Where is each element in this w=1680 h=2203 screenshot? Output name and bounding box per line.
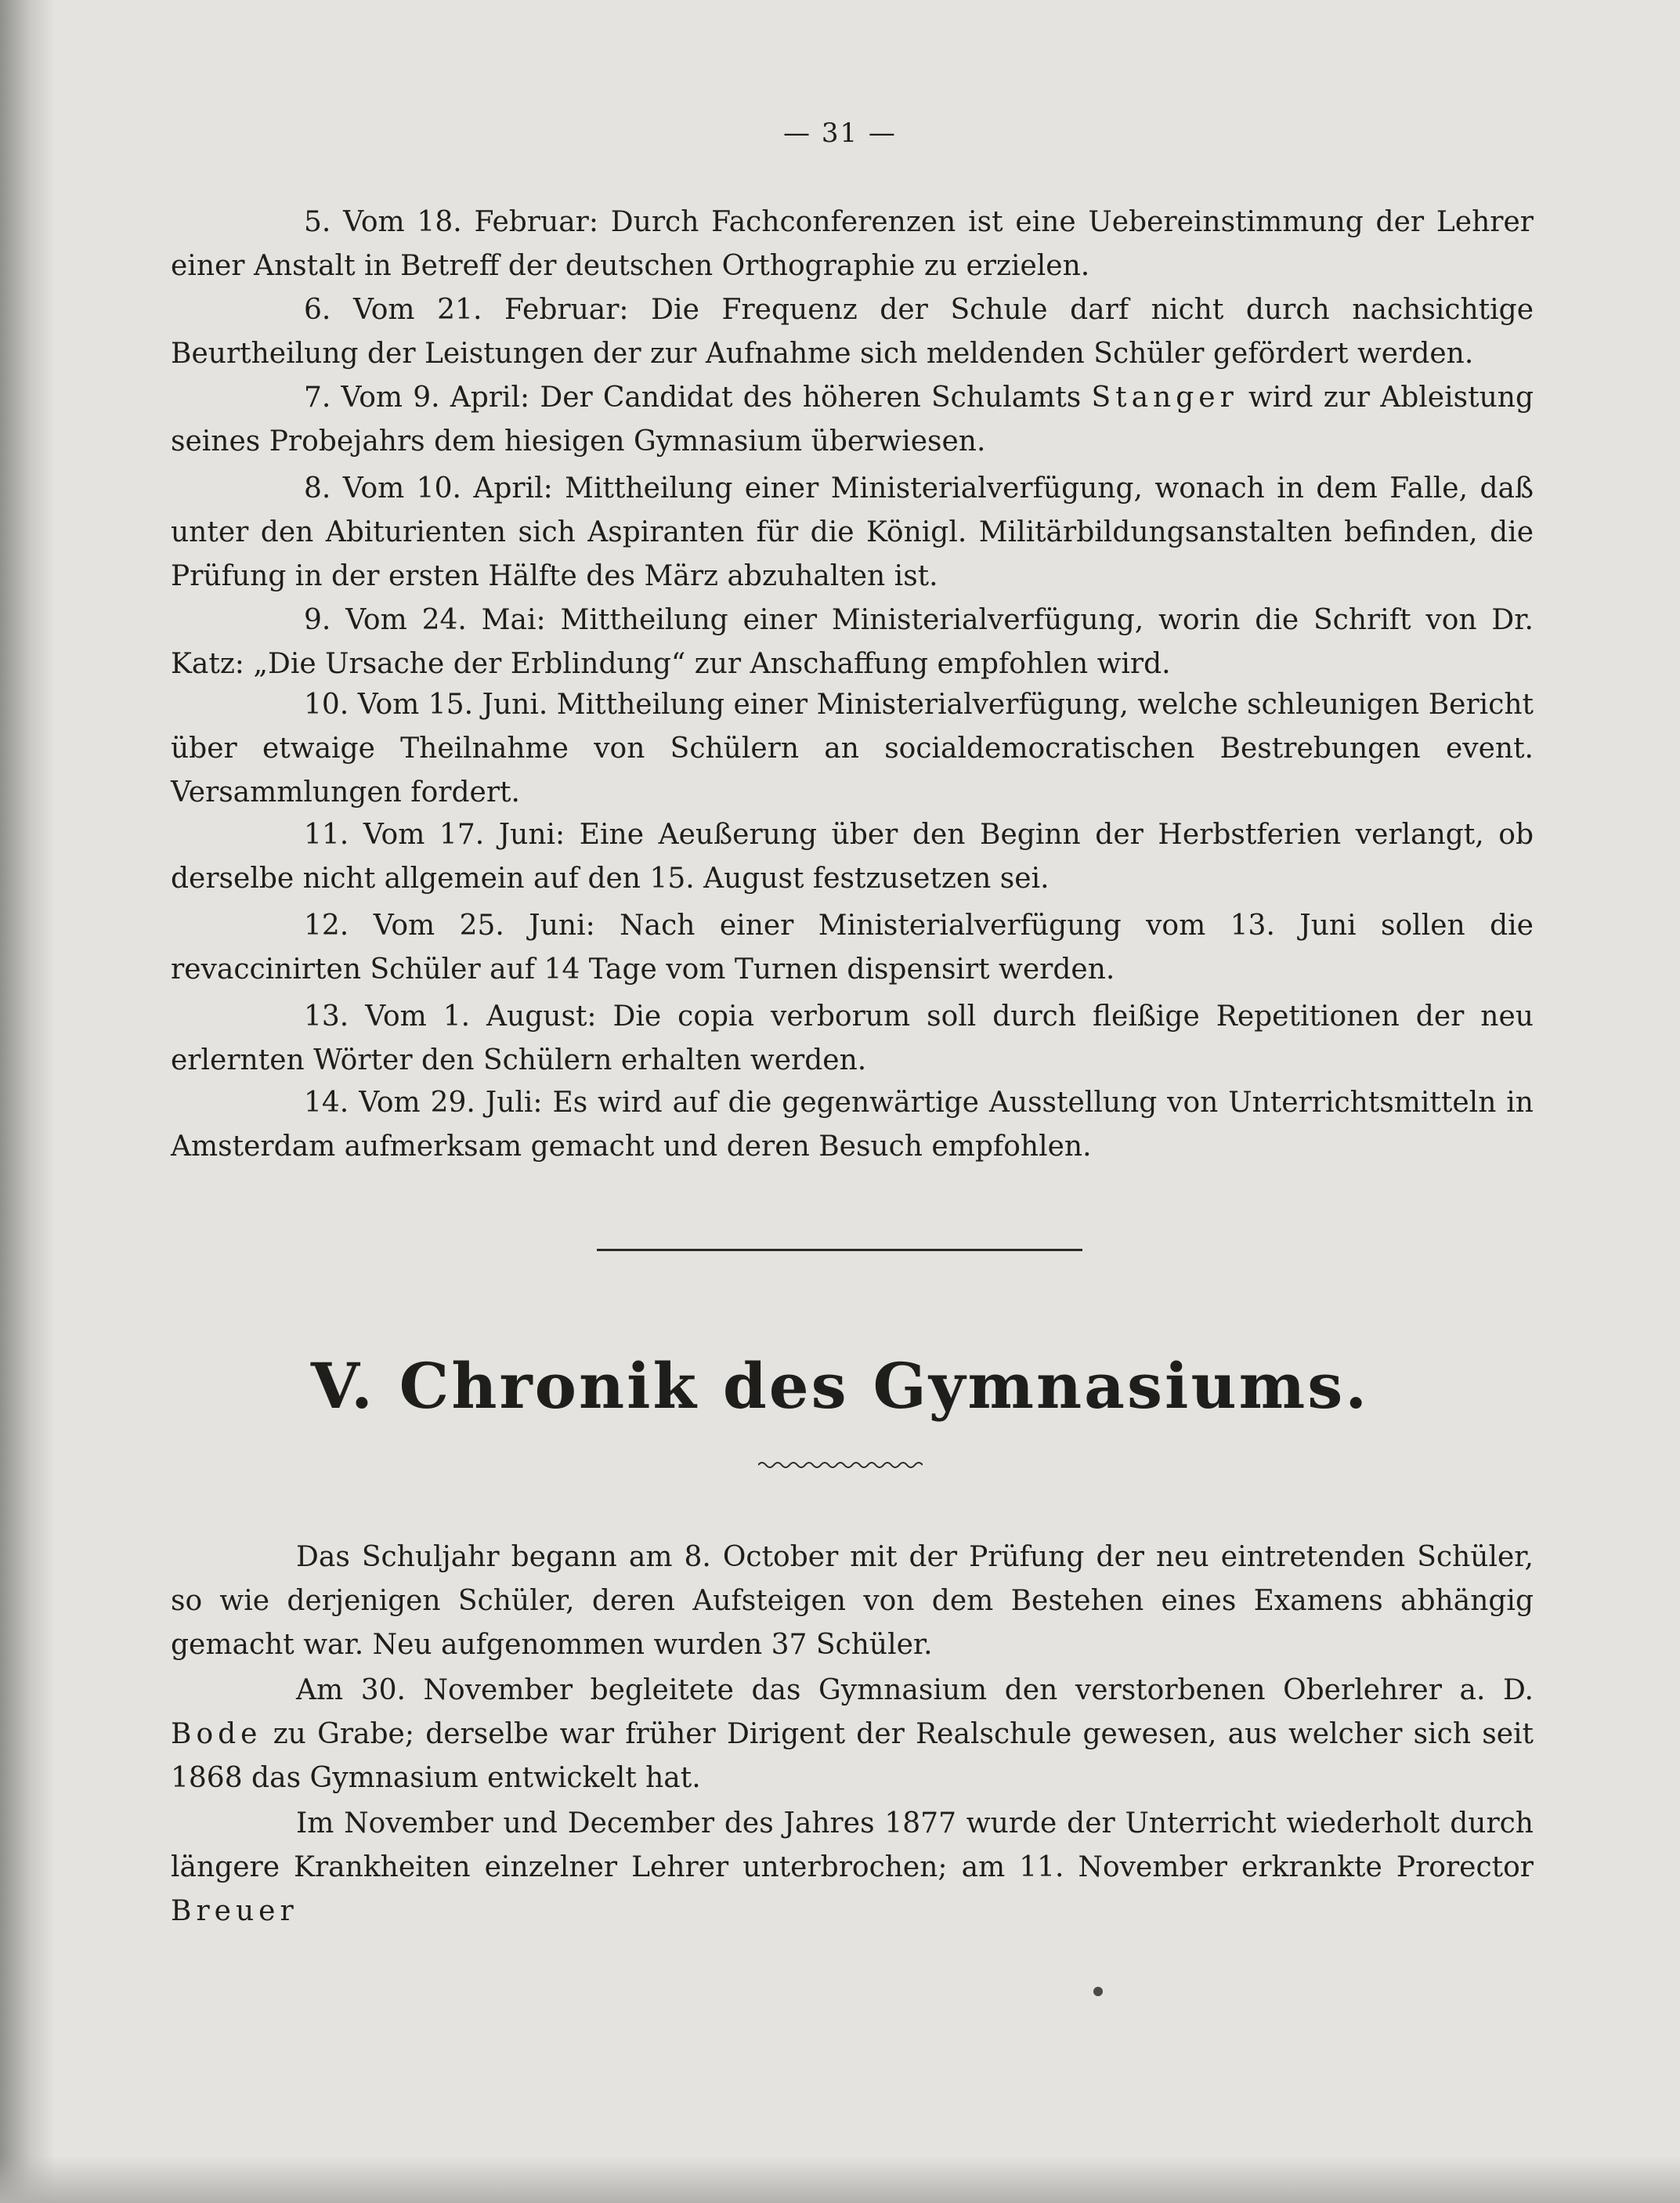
page-edge-shadow	[0, 2156, 1680, 2203]
section-heading: V. Chronik des Gymnasiums.	[310, 1349, 1370, 1423]
decree-number: 8.	[304, 472, 331, 505]
decree-text: Vom 9. April: Der Candidat des höheren Schulamts	[341, 382, 1092, 414]
decree-number: 11.	[304, 819, 349, 851]
page-number: — 31 —	[783, 118, 897, 149]
decree-text: Vom 17. Juni: Eine Aeußerung über den Beginn der Herbstferien verlangt, ob derselbe nicht allgemein auf den 15. August festzusetzen sei.	[171, 819, 1534, 895]
ink-dot-mark	[1093, 1987, 1103, 1996]
decree-item-11	[171, 813, 1534, 901]
decree-number: 6.	[304, 294, 331, 326]
chronicle-text-run-continued: zu Grabe; derselbe war früher Dirigent der Realschule gewesen, aus welcher sich seit 1868 das Gymnasium entwickelt hat.	[171, 1718, 1534, 1794]
decree-number: 13.	[304, 1000, 349, 1033]
decree-text: Vom 1. August: Die copia verborum soll durch fleißige Repetitionen der neu erlernten Wörter den Schülern erhalten werden.	[171, 1000, 1534, 1076]
decree-item-8	[171, 467, 1534, 599]
decree-number: 14.	[304, 1087, 349, 1119]
decree-number: 7.	[304, 382, 331, 414]
chronicle-text-run: Am 30. November begleitete das Gymnasium den verstorbenen Oberlehrer a. D.	[296, 1674, 1534, 1706]
decree-text-continued: wird zur Ableistung seines Probejahrs dem hiesigen Gymnasium überwiesen.	[171, 382, 1534, 458]
decree-text: Vom 25. Juni: Nach einer Ministerialverfügung vom 13. Juni sollen die revaccinirten Schüler auf 14 Tage vom Turnen dispensirt werden.	[171, 910, 1534, 986]
decree-text: Vom 21. Februar: Die Frequenz der Schule darf nicht durch nachsichtige Beurtheilung der Leistungen der zur Aufnahme sich meldenden Schüler gefördert werden.	[171, 294, 1534, 370]
chronicle-paragraph	[171, 1536, 1534, 1667]
decree-item-14	[171, 1081, 1534, 1169]
decree-number: 12.	[304, 910, 349, 942]
decree-number: 5.	[304, 206, 331, 238]
chronicle-spaced-name: Bode	[171, 1718, 262, 1750]
wavy-ornament	[758, 1459, 923, 1471]
decree-spaced-name: Stanger	[1091, 382, 1238, 414]
binding-gutter-shadow	[0, 0, 55, 2203]
chronicle-spaced-name: Breuer	[171, 1895, 298, 1927]
decree-item-12	[171, 904, 1534, 992]
decree-item-9	[171, 599, 1534, 686]
decree-item-10	[171, 683, 1534, 815]
decree-item-6	[171, 288, 1534, 376]
decree-text: Vom 29. Juli: Es wird auf die gegenwärtige Ausstellung von Unterrichtsmitteln in Amsterdam aufmerksam gemacht und deren Besuch empfohlen.	[171, 1087, 1534, 1163]
decree-text: Vom 18. Februar: Durch Fachconferenzen ist eine Uebereinstimmung der Lehrer einer Anstalt in Betreff der deutschen Orthographie zu erzielen.	[171, 206, 1534, 282]
decree-text: Vom 10. April: Mittheilung einer Ministerialverfügung, wonach in dem Falle, daß unter den Abiturienten sich Aspiranten für die Königl. Militärbildungsanstalten befinden, die Prüfung in der ersten Hälfte des März abzuhalten ist.	[171, 472, 1534, 592]
decree-text: Vom 15. Juni. Mittheilung einer Ministerialverfügung, welche schleunigen Bericht über etwaige Theilnahme von Schülern an socialdemocratischen Bestrebungen event. Versammlungen fordert.	[171, 689, 1534, 808]
decree-text: Vom 24. Mai: Mittheilung einer Ministerialverfügung, worin die Schrift von Dr. Katz: „Die Ursache der Erblindung“ zur Anschaffung empfohlen wird.	[171, 604, 1534, 680]
decree-number: 10.	[304, 689, 349, 721]
decree-item-5	[171, 201, 1534, 288]
section-divider-rule	[597, 1249, 1082, 1251]
decree-number: 9.	[304, 604, 331, 636]
chronicle-paragraph	[171, 1802, 1534, 1934]
chronicle-text-run: Das Schuljahr begann am 8. October mit der Prüfung der neu eintretenden Schüler, so wie derjenigen Schüler, deren Aufsteigen von dem Bestehen eines Examens abhängig gemacht war. Neu aufgenommen wurden 37 Schüler.	[171, 1541, 1534, 1661]
chronicle-paragraph	[171, 1669, 1534, 1800]
chronicle-text-run: Im November und December des Jahres 1877 wurde der Unterricht wiederholt durch längere Krankheiten einzelner Lehrer unterbrochen; am 11. November erkrankte Prorector	[171, 1807, 1534, 1883]
decree-item-7	[171, 376, 1534, 464]
decree-item-13	[171, 995, 1534, 1083]
